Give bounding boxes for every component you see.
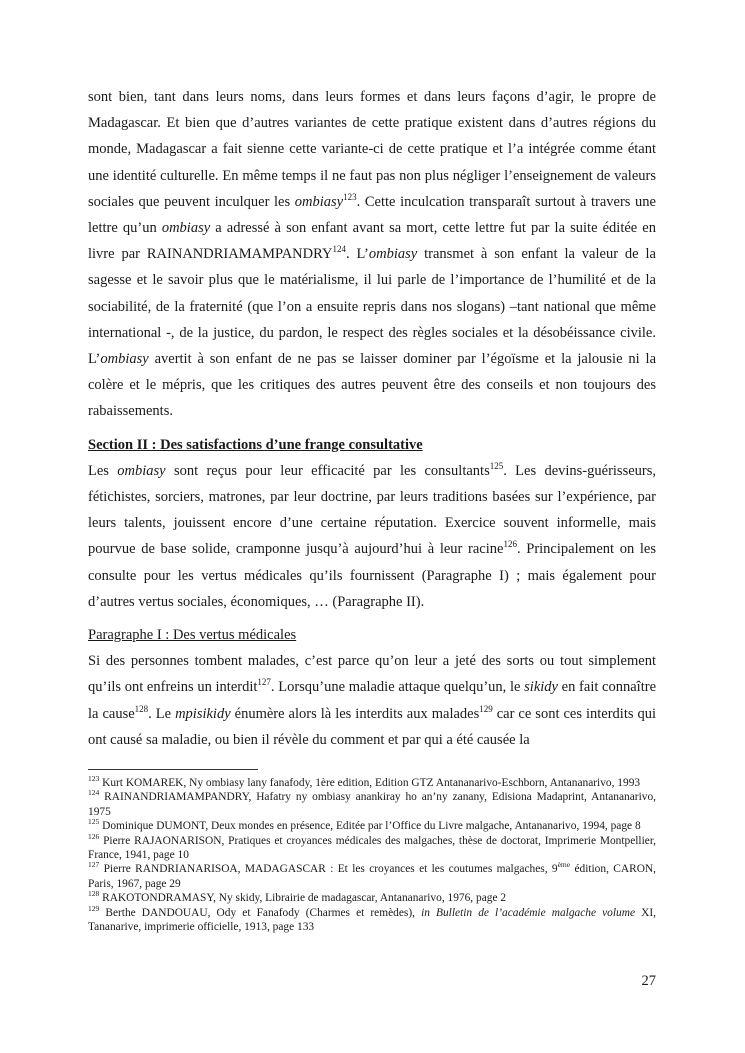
- footnote-text: Pierre RAJAONARISON, Pratiques et croyances médicales des malgaches, thèse de doctorat, Imprimerie Montpellier, France, 1941, page 10: [88, 834, 656, 862]
- footnote: [88, 831, 656, 863]
- footnote-ref[interactable]: 123: [343, 191, 357, 202]
- paragraph: [88, 458, 656, 615]
- text-run: . Cette inculcation transparaît surtout à travers une lettre qu’un: [88, 193, 656, 237]
- italic-term: sikidy: [524, 679, 558, 696]
- footnote: [88, 819, 656, 833]
- text-run: . Le: [148, 705, 176, 722]
- footnote-number: 126: [88, 831, 100, 841]
- footnote-text: Pierre RANDRIANARISOA, MADAGASCAR : Et les croyances et les coutumes malgaches, 9: [99, 863, 558, 876]
- footnote-ref[interactable]: 126: [503, 539, 517, 550]
- footnote-ref[interactable]: 127: [257, 677, 271, 688]
- footnote-number: 128: [88, 889, 100, 899]
- footnote-text: Berthe DANDOUAU, Ody et Fanafody (Charmes et remèdes),: [99, 906, 422, 919]
- footnote-text: édition, CARON, Paris, 1967, page 29: [88, 863, 656, 890]
- italic-term: ombiasy: [294, 193, 344, 210]
- text-run: en fait connaître la cause: [88, 679, 657, 722]
- text-run: sont reçus pour leur efficacité par les consultants: [165, 462, 490, 479]
- paragraph: [88, 648, 656, 753]
- ordinal-suffix: ème: [557, 860, 571, 870]
- footnote-number: 123: [88, 774, 100, 784]
- text-run: transmet à son enfant la valeur de la sagesse et le savoir plus que le matérialisme, il lui parle de l’importance de l’humilité et de la sociabilité, de la fraternité (que l’on a ensuite repris dans nos slogans) –tant national que même international -, de la justice, du pardon, le respect des règles sociales et la désobéissance civile. L’: [88, 246, 656, 368]
- text-run: Les: [88, 462, 118, 479]
- italic-term: ombiasy: [161, 220, 211, 237]
- text-run: a adressé à son enfant avant sa mort, cette lettre fut par la suite éditée en livre par RAINANDRIAMAMPANDRY: [88, 220, 656, 263]
- page-number: 27: [641, 973, 656, 989]
- text-run: . Les devins-guérisseurs, fétichistes, sorciers, matrones, par leur doctrine, par leurs traditions basées sur l’expérience, par leurs talents, jouissent encore d’une certaine réputation. Exercice souvent informelle, mais pourvue de base solide, cramponne jusqu’à aujourd’hui à leur racine: [88, 462, 656, 558]
- text-run: énumère alors là les interdits aux malades: [230, 705, 480, 722]
- text-run: . L’: [345, 246, 369, 263]
- footnote-ref[interactable]: 129: [479, 703, 493, 714]
- italic-term: ombiasy: [368, 246, 418, 263]
- footnotes: [88, 776, 656, 934]
- footnote: [88, 776, 656, 790]
- body-text: [88, 84, 656, 753]
- footnote: [88, 790, 656, 819]
- footnote-ref[interactable]: 125: [489, 461, 504, 472]
- footnote: [88, 891, 656, 905]
- footnote-text: RAKOTONDRAMASY, Ny skidy, Librairie de madagascar, Antananarivo, 1976, page 2: [99, 892, 507, 905]
- footnote-number: 127: [88, 860, 100, 870]
- footnote-number: 124: [88, 788, 100, 798]
- footnote-text: XI, Tananarive, imprimerie officielle, 1913, page 133: [88, 906, 656, 934]
- italic-term: mpisikidy: [175, 705, 231, 722]
- section-heading: Section II : Des satisfactions d’une frange consultative: [88, 436, 423, 453]
- footnote-italic: in Bulletin de l’académie malgache volume: [421, 906, 636, 919]
- footnote-number: 129: [88, 903, 100, 913]
- footnote-text: RAINANDRIAMAMPANDRY, Hafatry ny ombiasy anankiray ho an’ny zanany, Edisiona Madaprint, Antananarivo, 1975: [88, 791, 656, 818]
- footnote-text: Dominique DUMONT, Deux mondes en présence, Editée par l’Office du Livre malgache, Antananarivo, 1994, page 8: [99, 820, 641, 833]
- text-run: sont bien, tant dans leurs noms, dans leurs formes et dans leurs façons d’agir, le propre de Madagascar. Et bien que d’autres variantes de cette pratique existent dans d’autres régions du monde, Madagascar a fait sienne cette variante-ci de cette pratique et l’a intégrée comme étant une identité culturelle. En même temps il ne faut pas non plus négliger l’enseignement de valeurs sociales que peuvent inculquer les: [88, 89, 656, 210]
- footnote: [88, 903, 656, 935]
- footnote-ref[interactable]: 128: [134, 703, 149, 714]
- text-run: . Lorsqu’une maladie attaque quelqu’un, le: [270, 679, 525, 696]
- paragraph-heading: Paragraphe I : Des vertus médicales: [88, 627, 297, 644]
- footnote-number: 125: [88, 817, 100, 827]
- footnote-text: Kurt KOMAREK, Ny ombiasy lany fanafody, 1ère edition, Edition GTZ Antananarivo-Eschborn, Antananarivo, 1993: [99, 777, 641, 789]
- text-run: . Principalement on les consulte pour les vertus médicales qu’ils fournissent (Paragraphe I) ; mais également pour d’autres vertus sociales, économiques, … (Paragraphe II).: [88, 541, 656, 610]
- footnote-ref[interactable]: 124: [332, 244, 346, 255]
- italic-term: ombiasy: [117, 462, 166, 479]
- text-run: Si des personnes tombent malades, c’est parce qu’on leur a jeté des sorts ou tout simplement qu’ils ont enfreins un interdit: [88, 653, 656, 696]
- paragraph: [88, 84, 656, 425]
- italic-term: ombiasy: [100, 351, 149, 368]
- footnote: [88, 862, 656, 891]
- text-run: avertit à son enfant de ne pas se laisser dominer par l’égoïsme et la jalousie ni la colère et le mépris, que les critiques des autres peuvent être des conseils et non toujours des rabaissements.: [88, 351, 656, 420]
- footnote-separator: [88, 769, 258, 770]
- text-run: car ce sont ces interdits qui ont causé sa maladie, ou bien il révèle du comment et par qui a été causée la: [88, 705, 657, 748]
